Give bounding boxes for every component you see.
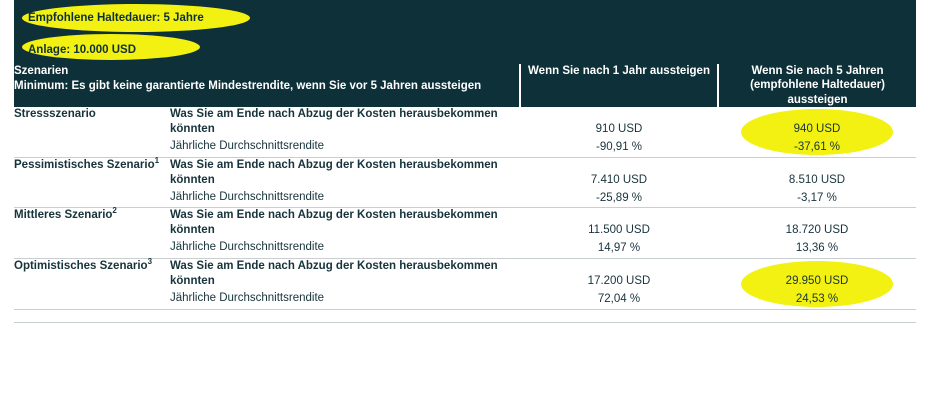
return-1-year: -90,91 %: [595, 140, 643, 153]
scenario-labels-cell: [170, 208, 520, 259]
scenario-return-label: Jährliche Durchschnittsrendite: [170, 241, 325, 254]
column-header-5-years: Wenn Sie nach 5 Jahren (empfohlene Haltedauer) aussteigen: [718, 64, 916, 107]
table-row: [14, 107, 916, 157]
scenario-name: [14, 259, 170, 274]
spacer-cell: [170, 309, 520, 322]
spacer-cell: [14, 309, 170, 322]
scenario-labels-cell: [170, 107, 520, 157]
table-row: [14, 157, 916, 208]
table-header-row: [14, 64, 916, 107]
scenario-footnote-marker: 3: [147, 257, 153, 267]
scenario-amount-label: Was Sie am Ende nach Abzug der Kosten herausbekommen könnten: [170, 209, 498, 237]
scenario-return-label: Jährliche Durchschnittsrendite: [170, 291, 325, 304]
scenario-name-cell: [14, 107, 170, 157]
scenario-values-1-year: [520, 107, 718, 157]
scenario-values-5-years: [718, 259, 916, 310]
return-1-year: -25,89 %: [595, 191, 643, 204]
column-header-scenarios: [14, 64, 520, 107]
scenario-name: Stressszenario: [14, 108, 96, 121]
scenario-amount-label: Was Sie am Ende nach Abzug der Kosten herausbekommen könnten: [170, 158, 498, 186]
scenario-name: [14, 155, 170, 173]
spacer-cell: [718, 309, 916, 322]
spacer-cell: [520, 309, 718, 322]
table-row: [14, 259, 916, 310]
scenario-labels-cell: [170, 259, 520, 310]
return-5-years: -37,61 %: [793, 140, 841, 153]
scenario-values-5-years: [718, 107, 916, 157]
scenario-values-5-years: [718, 157, 916, 208]
table-header-band: [14, 0, 916, 64]
scenario-amount-label: Was Sie am Ende nach Abzug der Kosten herausbekommen könnten: [170, 260, 498, 287]
column-header-scenarios-title: Szenarien: [14, 65, 69, 77]
amount-1-year: 7.410 USD: [590, 173, 648, 186]
table-row: [14, 208, 916, 259]
scenarios-table: [14, 64, 916, 323]
scenario-values-1-year: [520, 208, 718, 259]
scenario-return-label: Jährliche Durchschnittsrendite: [170, 190, 325, 203]
amount-1-year: 11.500 USD: [588, 224, 650, 237]
scenario-amount-label: Was Sie am Ende nach Abzug der Kosten herausbekommen könnten: [170, 108, 498, 136]
scenario-values-1-year: [520, 259, 718, 310]
return-5-years: 13,36 %: [795, 242, 839, 255]
return-1-year: 72,04 %: [597, 292, 641, 305]
scenario-return-label: Jährliche Durchschnittsrendite: [170, 140, 325, 152]
kid-performance-table: [14, 0, 916, 323]
scenario-name-text: Mittleres Szenario: [14, 209, 113, 222]
amount-1-year: 17.200 USD: [587, 275, 651, 287]
scenario-name: [14, 208, 170, 223]
table-bottom-spacer-row: [14, 309, 916, 322]
return-5-years: -3,17 %: [797, 191, 837, 204]
scenario-footnote-marker: 1: [154, 155, 160, 165]
scenario-name-cell: [14, 157, 170, 208]
scenario-name-text: Optimistisches Szenario: [14, 260, 148, 272]
column-header-scenarios-subtitle: Minimum: Es gibt keine garantierte Mindestrendite, wenn Sie vor 5 Jahren aussteigen: [14, 79, 482, 92]
scenario-footnote-marker: 2: [112, 206, 117, 216]
return-1-year: 14,97 %: [597, 242, 641, 255]
column-header-1-year: Wenn Sie nach 1 Jahr aussteigen: [520, 64, 718, 107]
scenario-name-cell: [14, 208, 170, 259]
amount-5-years: 940 USD: [793, 123, 841, 136]
scenario-name-cell: [14, 259, 170, 310]
amount-5-years: 8.510 USD: [788, 173, 846, 186]
scenario-name-text: Pessimistisches Szenario: [14, 158, 155, 171]
scenario-values-1-year: [520, 157, 718, 208]
recommended-holding-period: Empfohlene Haltedauer: 5 Jahre: [28, 12, 204, 24]
return-5-years: 24,53 %: [795, 292, 839, 305]
amount-5-years: 29.950 USD: [785, 275, 849, 287]
amount-1-year: 910 USD: [595, 123, 643, 136]
amount-5-years: 18.720 USD: [785, 224, 849, 237]
scenario-labels-cell: [170, 157, 520, 208]
scenario-values-5-years: [718, 208, 916, 259]
investment-amount: Anlage: 10.000 USD: [28, 44, 137, 56]
